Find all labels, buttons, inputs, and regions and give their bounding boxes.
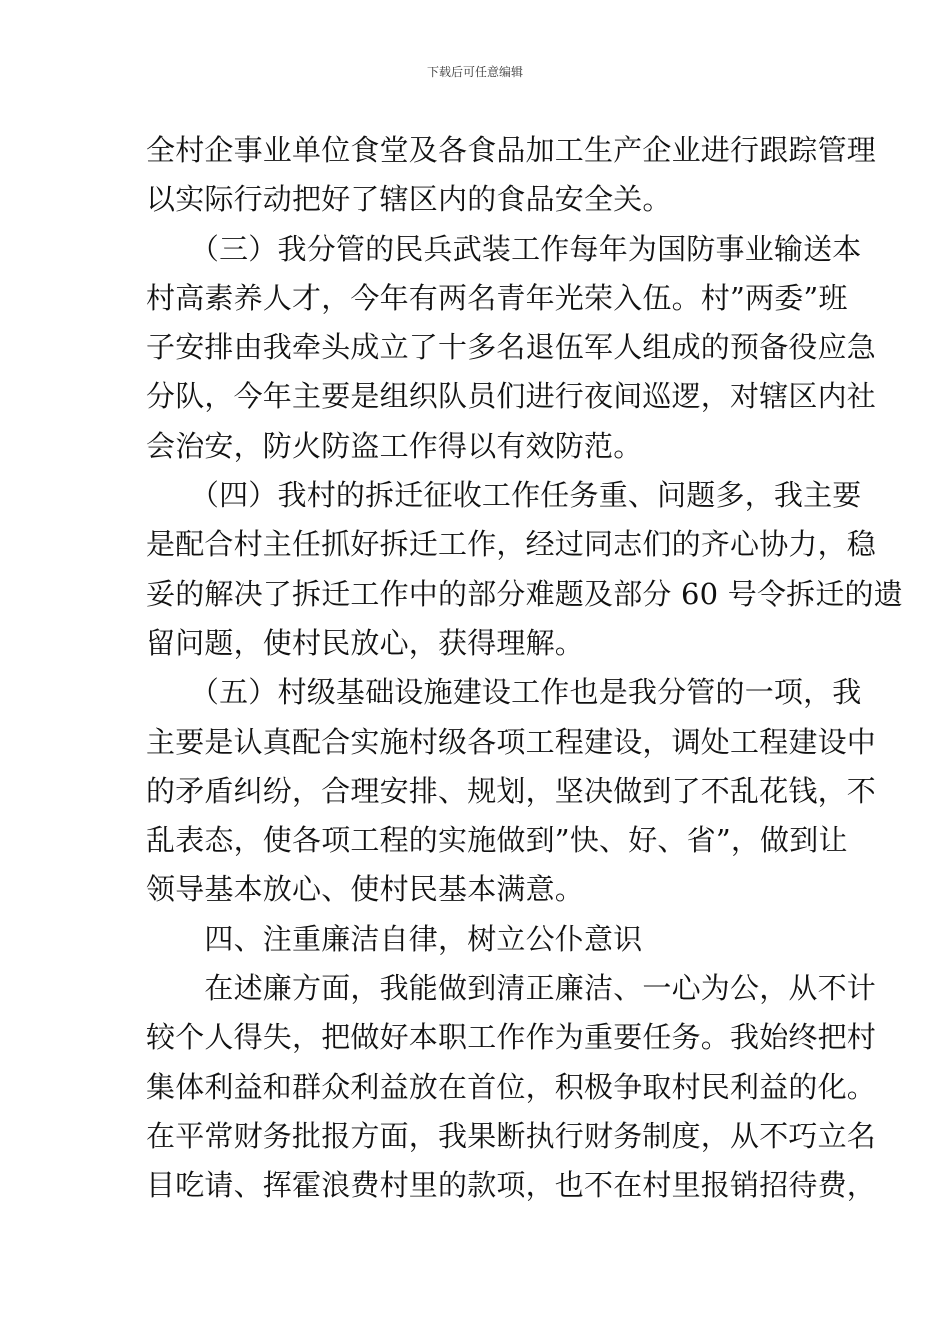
text-line: （五）村级基础设施建设工作也是我分管的一项，我: [146, 675, 862, 710]
text-line: 主要是认真配合实施村级各项工程建设，调处工程建设中: [146, 724, 877, 759]
text-line: 乱表态，使各项工程的实施做到”快、好、省”，做到让: [146, 823, 848, 858]
text-line: （四）我村的拆迁征收工作任务重、问题多，我主要: [146, 478, 862, 513]
text-line: 会治安，防火防盗工作得以有效防范。: [146, 428, 643, 463]
text-line: 领导基本放心、使村民基本满意。: [146, 872, 585, 907]
section-heading: 四、注重廉洁自律，树立公仆意识: [146, 921, 643, 956]
text-line: 在平常财务批报方面，我果断执行财务制度，从不巧立名: [146, 1118, 877, 1153]
text-line: 是配合村主任抓好拆迁工作，经过同志们的齐心协力，稳: [146, 527, 877, 562]
text-line: 妥的解决了拆迁工作中的部分难题及部分 60 号令拆迁的遗: [146, 576, 903, 611]
body-text: [146, 126, 903, 1211]
text-line: 以实际行动把好了辖区内的食品安全关。: [146, 182, 672, 217]
header-note: 下载后可任意编辑: [426, 65, 523, 79]
text-line: 分队，今年主要是组织队员们进行夜间巡逻，对辖区内社: [146, 379, 877, 414]
text-line: 子安排由我牵头成立了十多名退伍军人组成的预备役应急: [146, 330, 877, 365]
text-line: 在述廉方面，我能做到清正廉洁、一心为公，从不计: [146, 971, 877, 1006]
text-line: 村高素养人才，今年有两名青年光荣入伍。村”两委”班: [146, 280, 848, 315]
text-line: 留问题，使村民放心，获得理解。: [146, 625, 585, 660]
text-line: 目吃请、挥霍浪费村里的款项，也不在村里报销招待费，: [146, 1168, 877, 1203]
text-line: 的矛盾纠纷，合理安排、规划，坚决做到了不乱花钱，不: [146, 773, 877, 808]
text-line: 全村企事业单位食堂及各食品加工生产企业进行跟踪管理: [146, 133, 877, 167]
text-line: （三）我分管的民兵武装工作每年为国防事业输送本: [146, 231, 862, 266]
text-line: 较个人得失，把做好本职工作作为重要任务。我始终把村: [146, 1020, 877, 1055]
text-line: 集体利益和群众利益放在首位，积极争取村民利益的化。: [146, 1069, 877, 1104]
